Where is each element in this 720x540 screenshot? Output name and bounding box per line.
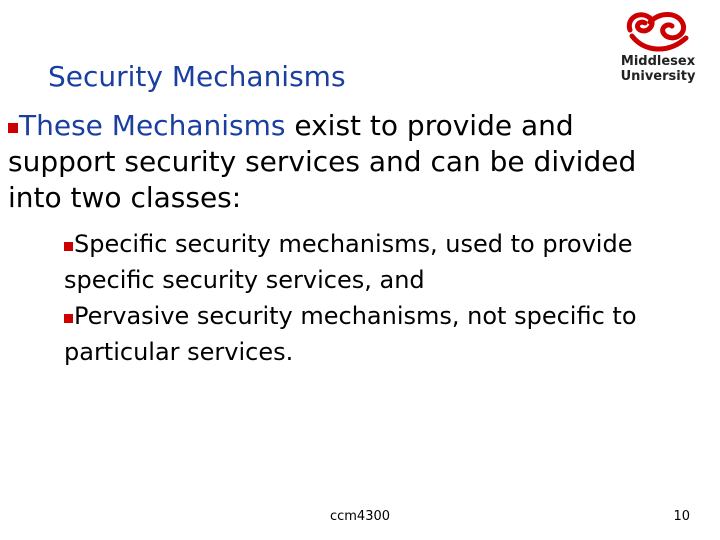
university-logo <box>612 8 704 94</box>
sub-bullet-list <box>64 226 684 370</box>
logo-mark-icon <box>620 8 698 56</box>
sub-bullet-2-line-2: particular services. <box>64 338 294 366</box>
main-bullet-line-1 <box>8 108 668 144</box>
sub-bullet-1-line-1: Specific security mechanisms, used to provide <box>74 230 633 258</box>
logo-line-1: Middlesex <box>620 54 696 69</box>
sub-bullet-2-line-1: Pervasive security mechanisms, not specific to <box>74 302 637 330</box>
slide-title: Security Mechanisms <box>48 60 346 93</box>
sub-bullet-item <box>64 226 684 262</box>
logo-line-2: University <box>620 69 696 84</box>
sub-bullet-item <box>64 298 684 334</box>
main-bullet-line-3: into two classes: <box>8 181 242 214</box>
main-bullet <box>8 108 668 216</box>
square-bullet-icon <box>64 314 73 323</box>
logo-text <box>612 54 704 84</box>
square-bullet-icon <box>8 123 18 133</box>
footer-course-code: ccm4300 <box>329 509 391 524</box>
sub-bullet-1-line-2: specific security services, and <box>64 266 425 294</box>
footer-page-number: 10 <box>673 509 690 524</box>
main-bullet-line-1-rest: exist to provide and <box>285 109 574 142</box>
square-bullet-icon <box>64 242 73 251</box>
main-bullet-highlight: These Mechanisms <box>19 109 286 142</box>
main-bullet-line-2: support security services and can be divided <box>8 145 637 178</box>
